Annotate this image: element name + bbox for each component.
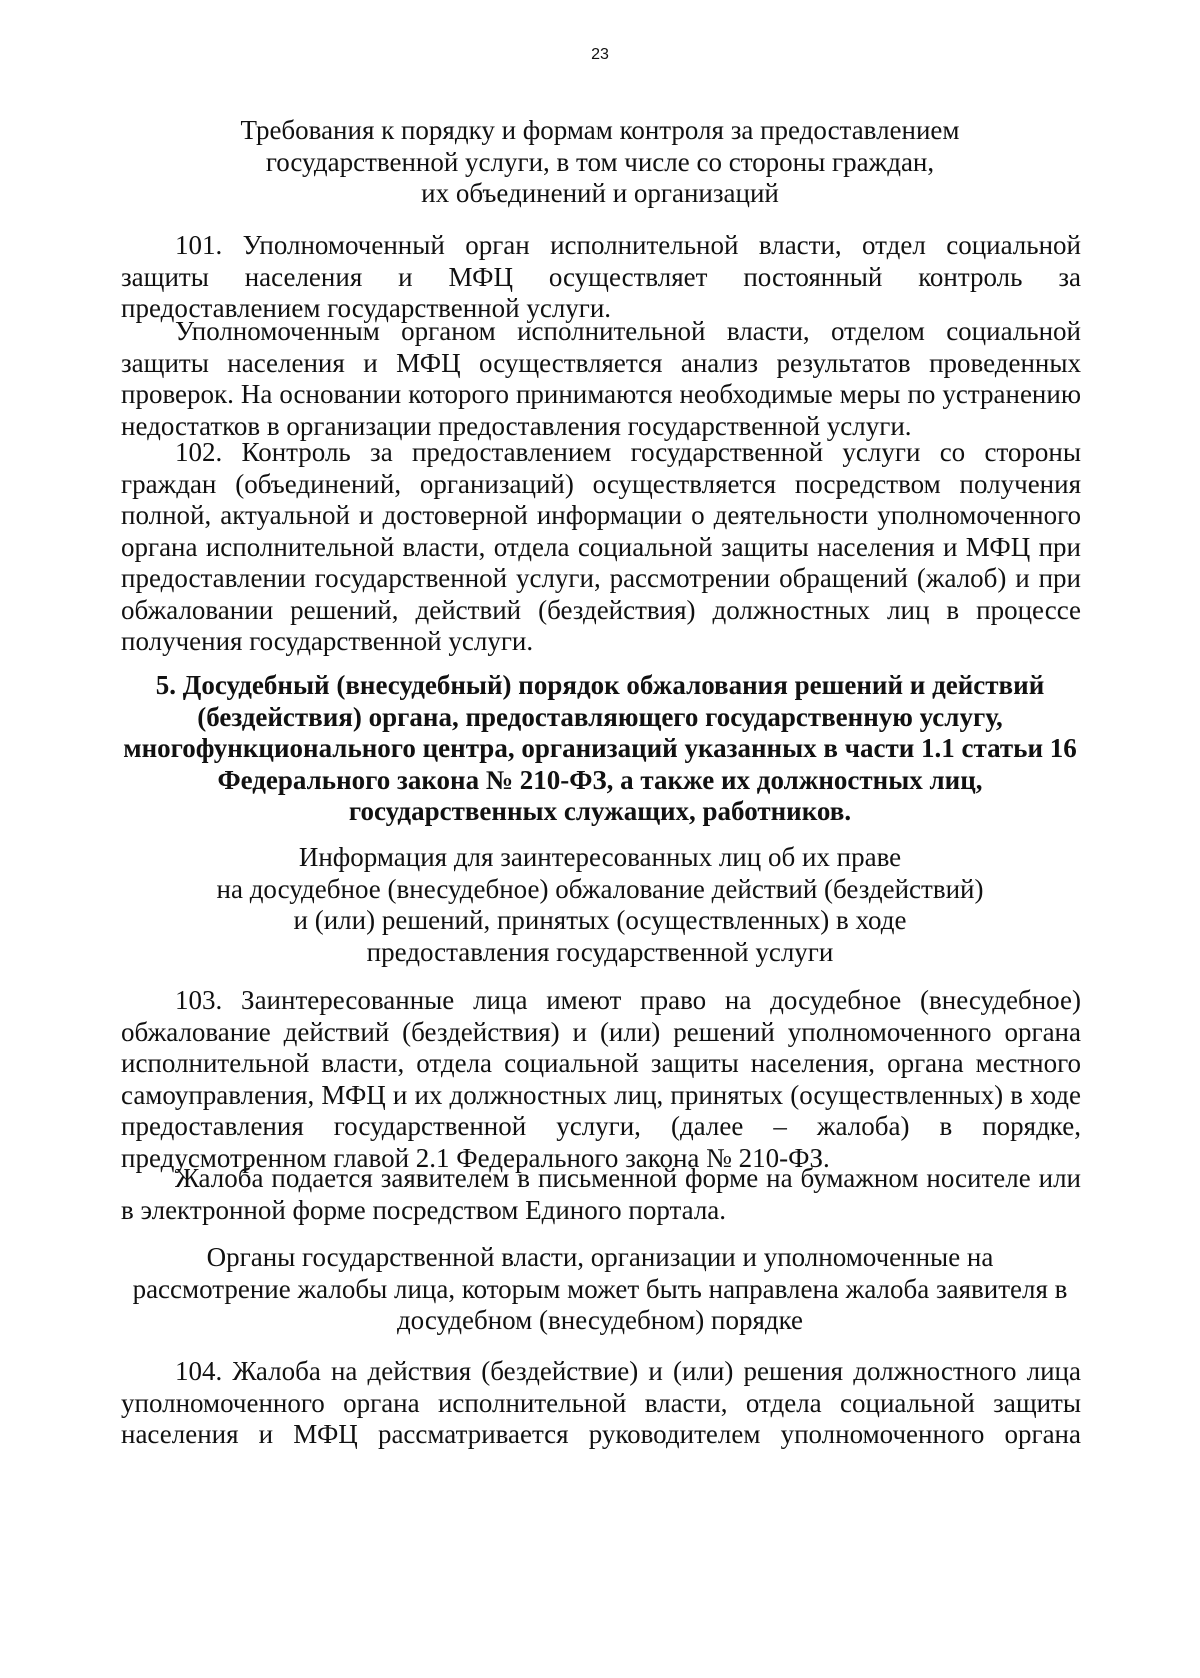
paragraph-104: 104. Жалоба на действия (бездействие) и (или) решения должностного лица уполномоченного органа исполнительной власти, отдела социальной защиты населения и МФЦ рассматривается руководителем уполномоченного органа — [121, 1356, 1081, 1449]
subsection-heading-information — [150, 842, 1050, 968]
heading-line: их объединений и организаций — [421, 178, 779, 208]
heading-line: Федерального закона № 210-ФЗ, а также их должностных лиц, — [217, 764, 983, 795]
heading-line: многофункционального центра, организаций указанных в части 1.1 статьи 16 — [123, 733, 1077, 763]
paragraph-102: 102. Контроль за предоставлением государственной услуги со стороны граждан (объединений, организаций) осуществляется посредством получения полной, актуальной и достоверной информации о деятельности уполномоченного органа исполнительной власти, отдела социальной защиты населения и МФЦ при предоставлении государственной услуги, рассмотрении обращений (жалоб) и при обжаловании решений, действий (бездействия) должностных лиц в процессе получения государственной услуги. — [121, 437, 1081, 656]
paragraph-101-analysis: Уполномоченным органом исполнительной власти, отделом социальной защиты населения и МФЦ осуществляется анализ результатов проведенных проверок. На основании которого принимаются необходимые меры по устранению недостатков в организации предоставления государственной услуги. — [121, 316, 1081, 441]
heading-line: Информация для заинтересованных лиц об их праве — [298, 842, 902, 872]
page-number: 23 — [591, 46, 609, 63]
paragraph-103: 103. Заинтересованные лица имеют право на досудебное (внесудебное) обжалование действий (бездействия) и (или) решений уполномоченного органа исполнительной власти, отдела социальной защиты населения, органа местного самоуправления, МФЦ и их должностных лиц, принятых (осуществленных) в ходе предоставления государственной услуги, (далее – жалоба) в порядке, предусмотренном главой 2.1 Федерального закона № 210-ФЗ. — [121, 985, 1081, 1173]
heading-line: Требования к порядку и формам контроля за предоставлением — [240, 115, 960, 145]
subsection-heading-reviewing-bodies — [100, 1242, 1100, 1337]
section-heading-control-requirements — [180, 115, 1020, 210]
heading-line: предоставления государственной услуги — [366, 936, 834, 967]
section-5-heading — [100, 670, 1100, 828]
paragraph-101: 101. Уполномоченный орган исполнительной власти, отдел социальной защиты населения и МФЦ осуществляет постоянный контроль за предоставлением государственной услуги. — [121, 230, 1081, 323]
heading-line: рассмотрение жалобы лица, которым может быть направлена жалоба заявителя в — [132, 1273, 1068, 1304]
heading-line: досудебном (внесудебном) порядке — [396, 1305, 804, 1335]
heading-line: Органы государственной власти, организации и уполномоченные на — [206, 1242, 994, 1272]
heading-line: (бездействия) органа, предоставляющего государственную услугу, — [197, 701, 1003, 732]
heading-line: на досудебное (внесудебное) обжалование действий (бездействий) — [216, 873, 984, 904]
heading-line: государственной услуги, в том числе со стороны граждан, — [265, 146, 935, 177]
heading-line: и (или) решений, принятых (осуществленных) в ходе — [293, 905, 907, 935]
paragraph-103-complaint-form: Жалоба подается заявителем в письменной форме на бумажном носителе или в электронной форме посредством Единого портала. — [121, 1163, 1081, 1225]
heading-line: 5. Досудебный (внесудебный) порядок обжалования решений и действий — [155, 670, 1045, 700]
heading-line: государственных служащих, работников. — [348, 796, 852, 826]
